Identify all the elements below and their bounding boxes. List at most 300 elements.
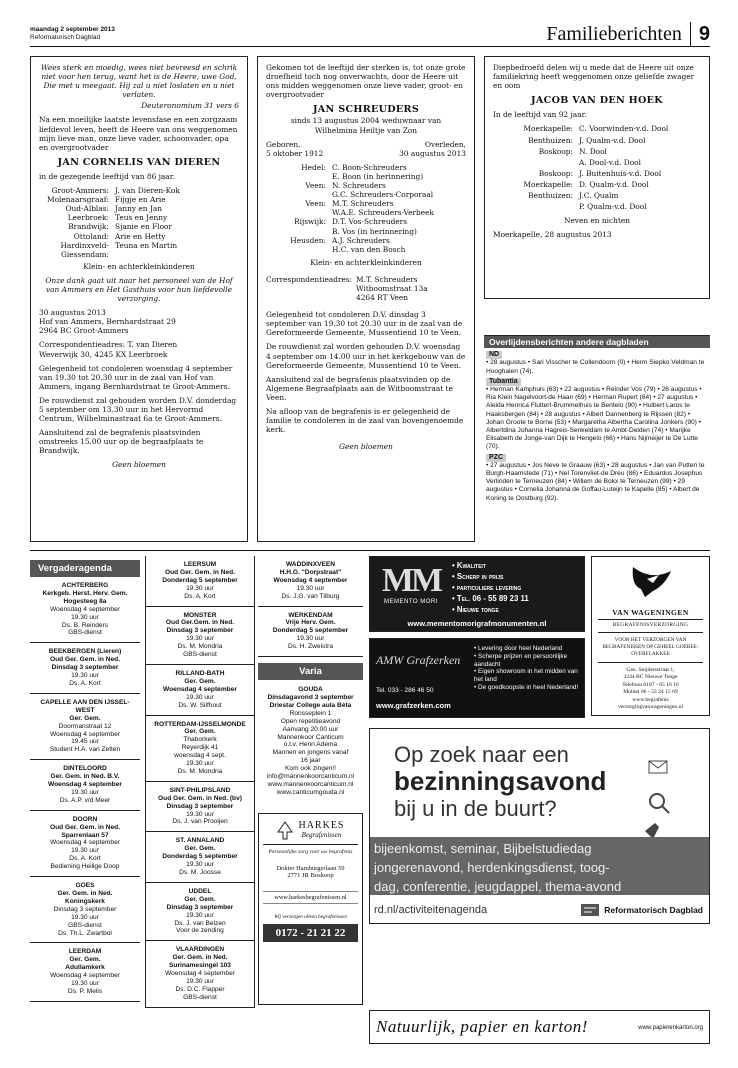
gz-bullet <box>474 684 580 692</box>
address-line: Hof van Ammers, Bernhardstraat 29 <box>39 317 176 327</box>
family-list <box>39 186 239 259</box>
no-flowers: Geen bloemen <box>339 442 393 452</box>
agenda-place: CAPELLE AAN DEN IJSSEL-WEST <box>40 698 130 714</box>
family-member-names: B. Vos (in herinnering) <box>332 226 417 236</box>
bullet-icon: • <box>452 594 457 603</box>
agenda-column-1 <box>30 560 140 1002</box>
family-member-names: D. Qualm-v.d. Dool <box>579 179 649 189</box>
vw-description: VOOR HET VERZORGEN VAN BEGRAFENISSEN OP GEHEEL GOEREE-OVERFLAKKEE <box>602 637 699 657</box>
agenda-church: Adullamkerk <box>65 964 105 972</box>
agenda-item <box>146 941 254 1007</box>
family-member-names: C. Voorwinden-v.d. Dool <box>579 124 669 134</box>
paper-name: Reformatorisch Dagblad <box>30 34 101 41</box>
agenda-detail: Woensdag 4 september <box>50 730 120 738</box>
agenda-detail: 19.30 uur <box>71 980 99 988</box>
mm-bullet <box>452 593 529 604</box>
agenda-church: Dinsdag 3 september <box>166 802 234 810</box>
agenda-church: Ger. Gem. <box>69 714 101 722</box>
agenda-detail: 19.30 uur <box>186 760 214 768</box>
family-member-names: D.T. Vos-Schreuders <box>332 217 408 227</box>
varia-detail: Mannen en jongens vanaf <box>272 749 349 757</box>
mm-logo-subtitle: MEMENTO MORI <box>384 599 438 605</box>
section-title: Familieberichten <box>546 22 682 45</box>
agenda-detail: GBS-dienst <box>68 921 102 929</box>
papier-karton-ad <box>369 1010 710 1044</box>
service-info: De rouwdienst zal worden gehouden D.V. woensdag 4 september om 14.00 uur in het kerkgebouw van de Gereformeerde Gemeente, Mussentiend 10 te Veen. <box>266 342 466 370</box>
family-relation-place: Benthuizen: <box>528 135 573 145</box>
spouse-name: Wilhelmina Heiltje van Zon <box>314 125 418 135</box>
varia-detail: Kom ook zingen!! <box>285 765 336 773</box>
agenda-place: UDDEL <box>188 887 212 895</box>
family-member-names: H.C. van den Bosch <box>332 244 406 254</box>
agenda-church: Sparrenlaan 57 <box>61 831 109 839</box>
varia-detail: Ronsseplein 1 <box>289 709 332 717</box>
paper-url[interactable]: www.papierenkarton.org <box>638 1025 703 1031</box>
agenda-detail: Ds. J. van Prooijen <box>172 818 228 826</box>
family-list <box>493 124 701 211</box>
mm-bullet <box>452 571 529 582</box>
family-member-names: J. Qualm-v.d. Dool <box>579 135 646 145</box>
vw-contact-line: verzorgingvanwageningen.nl <box>618 704 683 711</box>
agenda-place: DINTELOORD <box>63 765 107 773</box>
van-wageningen-ad <box>591 556 710 716</box>
mm-bullet <box>452 560 529 571</box>
agenda-detail: 19.30 uur <box>71 672 99 680</box>
family-member-names: A. Dool-v.d. Dool <box>579 157 641 167</box>
agenda-item <box>258 556 363 607</box>
family-member-names: Teus en Jenny <box>115 213 168 223</box>
agenda-list <box>30 577 140 1002</box>
agenda-church: Donderdag 5 september <box>162 853 238 861</box>
notice-intro: Diepbedroefd delen wij u mede dat de Heere uit onze familiekring heeft weggenomen onze geliefde zwager en oom <box>493 63 695 91</box>
agenda-title: Vergaderagenda <box>30 560 140 577</box>
family-member-names: Janny en Jan <box>115 204 163 214</box>
agenda-detail: 19.30 uur <box>186 635 214 643</box>
harkes-ad <box>258 813 363 1005</box>
agenda-detail: Ds. M. Joosse <box>179 869 221 876</box>
agenda-item <box>258 607 363 658</box>
agenda-detail: Voor de zending <box>176 927 224 935</box>
agenda-church: Ger. Gem. <box>184 677 216 685</box>
correspondence-line: Correspondentieadres: T. van Dieren <box>39 340 178 350</box>
vw-contact-line: Gen. Snijdersstraat 1, <box>626 667 675 673</box>
agenda-item <box>30 577 140 643</box>
family-member-names: J. Buitenhuis-v.d. Dool <box>579 168 662 178</box>
agenda-detail: 19.30 uur <box>71 913 99 921</box>
agenda-church: Hogesteeg 8a <box>63 597 107 605</box>
obituary-list: • 27 augustus • Jos Neve te Graauw (63) • 28 augustus • Jan van Putten te Burgh-Haamstede (71) • Nel Torenvliet-de Dreu (86) • Eduardus Josephus Verlinden te Terneuzen (84) • Willem de Bokx te Terneuzen (99) • 29 augustus • Cornelia Johanna de Goffau-Luteijn te Kapelle (85) • Albert de Koning te Oostburg (92). <box>486 461 705 502</box>
condolence-info: Gelegenheid tot condoleren D.V. dinsdag 3 september van 19.30 tot 20.30 uur in de zaal van de Gereformeerde Gemeente, Mussentiend 10 te Veen. <box>266 310 463 338</box>
agenda-detail: Thaborkerk <box>183 736 217 744</box>
mm-bullet <box>452 582 529 593</box>
family-member-names: W.A.E. Schreuders-Verbeek <box>332 208 434 218</box>
vw-contact-line: Mobiel 06 - 53 24 15 69 <box>623 689 678 696</box>
agenda-church: Oud Ger. Gem. in Ned. <box>50 656 120 664</box>
agenda-place: WERKENDAM <box>288 611 333 619</box>
family-relation-place: Rijswijk: <box>294 217 326 227</box>
mm-bullet-text: particuliere levering <box>456 583 522 592</box>
agenda-detail: Doormanstraat 12 <box>58 722 112 730</box>
grandchildren: Klein- en achterkleinkinderen <box>83 261 195 271</box>
vw-contact-line: 3244 BC Nieuwe Tonge <box>623 674 678 681</box>
deceased-name: JAN CORNELIS VAN DIEREN <box>57 156 221 168</box>
agenda-item <box>30 643 140 694</box>
region-label: PZC <box>486 454 506 462</box>
agenda-detail: Ds. J.G. van Tilburg <box>281 592 340 600</box>
agenda-column-3 <box>258 556 363 1005</box>
agenda-church: Kerkgeb. Herst. Herv. Gem. <box>42 589 128 597</box>
family-relation-place: Boskoop: <box>538 146 573 156</box>
grandchildren: Klein- en achterkleinkinderen <box>310 257 422 267</box>
agenda-item <box>146 556 254 607</box>
agenda-detail: Ds. A. Kort <box>69 855 101 863</box>
varia-detail: www.canticumgouda.nl <box>276 788 345 796</box>
bullet-icon: • <box>474 645 479 652</box>
agenda-item <box>30 811 140 877</box>
vw-contact-line: Telefoon 0187 - 65 16 16 <box>622 681 679 688</box>
agenda-detail: Woensdag 4 september <box>50 839 120 847</box>
agenda-item <box>146 883 254 941</box>
agenda-church: Dinsdag 3 september <box>166 903 234 911</box>
obituaries-other-papers <box>484 335 710 541</box>
mm-bullet-text: Scherp in prijs <box>456 572 504 581</box>
grafzerken-phone: Tel. 033 - 286 46 50 <box>376 687 434 694</box>
agenda-church: Dinsdag 3 september <box>166 627 234 635</box>
family-relation-place: Moerkapelle: <box>523 179 573 189</box>
harkes-name: HARKES <box>298 820 345 832</box>
harkes-subtitle: Begrafenissen <box>301 831 342 840</box>
bez-keywords: bijeenkomst, seminar, Bijbelstudiedag <box>374 841 592 856</box>
family-relation-place <box>266 208 326 217</box>
family-relation-place: Hardinxveld-Giessendam: <box>60 240 109 259</box>
agenda-church: Woensdag 4 september <box>48 781 122 789</box>
agenda-detail: Woensdag 4 september <box>165 970 235 978</box>
gz-bullet <box>474 645 580 653</box>
family-member-names: Sjanie en Floor <box>115 222 173 232</box>
burial-info: Aansluitend zal de begrafenis plaatsvinden omstreeks 15.00 uur op de begraafplaats te Brandwijk. <box>39 428 204 456</box>
deceased-name: JACOB VAN DEN HOEK <box>531 95 663 107</box>
paper-slogan: Natuurlijk, papier en karton! <box>376 1017 588 1036</box>
agenda-detail: 19.45 uur <box>71 738 99 746</box>
agenda-place: RILLAND-BATH <box>175 669 225 677</box>
agenda-detail: 19.30 uur <box>186 693 214 701</box>
death-notice-van-dieren <box>30 56 248 542</box>
rd-brand: Reformatorisch Dagblad <box>604 905 703 915</box>
agenda-place: ACHTERBERG <box>61 582 109 589</box>
family-member-names: G.C. Schreuders-Corporaal <box>332 190 434 200</box>
agenda-item <box>146 665 254 716</box>
agenda-item <box>30 943 140 1001</box>
rd-logo-icon <box>580 902 600 918</box>
agenda-detail: Reyerdijk 41 <box>181 744 219 752</box>
agenda-place: LEERSUM <box>183 561 217 568</box>
born-date: 5 oktober 1912 <box>266 148 324 158</box>
obituary-list: • Herman Kamphuis (63) • 22 augustus • Reinder Vos (79) • 26 augustus • Ria Klein Nagelvoort-de Haan (69) • Herman Rupert (84) • 27 augustus • Aleida Henrica Fluttert-Brummelhuis te Bentelo (90) • Hulbert Laros te Haaksbergen (84) • 28 augustus • Albert Dannenberg te Rijssen (82) • Johan Groote te Borne (53) • Margaretha Albertha Carolina Jonkers (90) • Albertdina Johanna Hagreis-Senkeldam te Ambt-Delden (74) • Marijke Elisabeth de Jonge-van Dijk te Hengelo (66) • Hans Nijmeijer te De Lutte (70). <box>486 386 702 451</box>
burial-info: Aansluitend zal de begrafenis plaatsvinden op de Algemene Begraafplaats aan de Witboomstraat te Veen. <box>266 374 453 402</box>
family-relation-place: Molenaarsgraaf: <box>47 195 109 205</box>
agenda-item <box>146 832 254 883</box>
no-flowers: Geen bloemen <box>112 460 166 470</box>
family-relation-place: Leerbroek: <box>67 213 109 223</box>
agenda-church: Koningskerk <box>65 897 105 905</box>
tree-icon <box>276 820 294 840</box>
varia-line: Driestar College aula Bèta <box>269 701 352 709</box>
agenda-detail: 19.30 uur <box>186 810 214 818</box>
notice-intro: Gekomen tot de leeftijd der sterken is, tot onze grote droefheid toch nog onverwachts, door de Heere uit ons midden weggenomen onze lieve vader, groot- en overgrootvader <box>266 63 466 100</box>
family-relation-place: Hedel: <box>301 162 326 172</box>
harkes-address: Dokter Hamburgerlaan 59 <box>276 864 345 872</box>
family-relation-place: Boskoop: <box>538 168 573 178</box>
family-member-names: A.J. Schreuders <box>332 235 390 245</box>
family-member-names: N. Schreuders <box>332 181 386 191</box>
section-header <box>546 22 710 46</box>
correspondence-line: M.T. Schreuders <box>356 274 418 284</box>
grafzerken-ad <box>369 638 585 718</box>
condolence-info: Gelegenheid tot condoleren woensdag 4 september van 19.30 tot 20.30 uur in de zaal van Hof van Ammers, ingang Bernhardstraat te Groot-Ammers. <box>39 363 233 391</box>
varia-item <box>258 680 363 803</box>
varia-detail: Mannenkoor Canticum <box>277 733 344 741</box>
bullet-icon: • <box>474 668 479 676</box>
bez-line-2: bezinningsavond <box>394 766 607 796</box>
agenda-detail: Ds. A. Kort <box>184 592 216 600</box>
gz-bullet <box>474 653 580 669</box>
notice-intro: Na een moeilijke laatste levensfase en een zorgzaam liefdevol leven, heeft de Heere van ons weggenomen mijn lieve man, onze lieve vader, schoonvader, opa en overgrootvader <box>39 115 238 152</box>
page-number: 9 <box>698 22 710 45</box>
agenda-place: DOORN <box>72 815 98 823</box>
agenda-item <box>146 607 254 665</box>
harkes-address: 2771 JR Boskoop <box>287 871 334 879</box>
gz-bullet-text: Scherpe prijzen en persoonlijke aandacht <box>474 652 568 668</box>
agenda-detail: 19.30 uur <box>186 861 214 869</box>
deceased-age: in de gezegende leeftijd van 86 jaar. <box>39 171 175 181</box>
family-relation-place <box>493 158 573 167</box>
agenda-place: WADDINXVEEN <box>285 561 336 568</box>
family-list <box>266 163 466 254</box>
family-relation-place: Brandwijk: <box>68 222 109 232</box>
family-relation-place: Veen: <box>305 199 326 209</box>
agenda-church: Ger. Gem. in Ned. <box>172 954 228 962</box>
agenda-church: Oud Ger.Gem. in Ned. <box>165 619 235 627</box>
agenda-detail: Ds. M. Mondria <box>177 643 223 651</box>
agenda-detail: 19.30 uur <box>296 635 325 643</box>
dove-icon <box>593 561 708 601</box>
agenda-detail: Woensdag 4 september <box>50 605 120 613</box>
born-label: Geboren, <box>266 139 301 149</box>
agenda-detail: Ds. W. Silfhout <box>178 701 222 709</box>
agenda-list <box>146 556 254 1008</box>
memento-mori-ad <box>369 556 585 632</box>
header-rule <box>30 46 710 47</box>
agenda-detail: Ds. P. Melis <box>67 987 103 995</box>
agenda-church: Donderdag 5 september <box>162 576 238 584</box>
agenda-church: Vrije Herv. Gem. <box>285 619 336 627</box>
gz-bullet <box>474 668 580 684</box>
address-block <box>39 308 239 335</box>
agenda-church: Woensdag 4 september <box>163 685 237 693</box>
agenda-detail: Ds. M. Mondria <box>177 767 223 775</box>
agenda-detail: Ds. D.C. Flapper <box>175 985 225 993</box>
bullet-icon: • <box>452 561 457 570</box>
deceased-age: In de leeftijd van 92 jaar. <box>493 110 587 120</box>
section-rule <box>30 550 710 551</box>
varia-title: Varia <box>258 663 363 680</box>
grafzerken-website[interactable]: www.grafzerken.com <box>376 701 451 710</box>
correspondence-block <box>39 340 239 358</box>
family-member-names: Fijgje en Arie <box>115 195 166 205</box>
correspondence-line: Weverwijk 30, 4245 KX Leerbroek <box>39 349 168 359</box>
agenda-place: BEEKBERGEN (Lieren) <box>48 648 122 656</box>
gz-bullet-text: Levering door heel Nederland <box>478 645 563 652</box>
varia-detail: 16 jaar <box>300 757 321 765</box>
agenda-detail: 19.30 uur <box>186 584 214 592</box>
agenda-detail: Ds. A. Kort <box>69 679 101 687</box>
death-notice-van-den-hoek <box>484 56 710 299</box>
varia-detail: o.l.v. Henri Adema <box>283 741 338 749</box>
region-label: Tubantia <box>486 378 521 386</box>
harkes-note: Wij verzorgen alleen begrafenissen <box>274 913 347 920</box>
vw-contact-line: www.begrafenis <box>632 696 669 703</box>
family-member-names: J.C. Qualm <box>579 191 619 201</box>
agenda-place: GOES <box>75 882 95 890</box>
agenda-detail: Dinsdag 3 september <box>53 905 117 913</box>
agenda-place: LEERDAM <box>68 948 102 956</box>
family-member-names: Arie en Hetty <box>115 231 166 241</box>
agenda-detail: GBS-dienst <box>68 629 102 637</box>
family-member-names: C. Boon-Schreuders <box>332 162 407 172</box>
agenda-place: SINT-PHILIPSLAND <box>169 786 231 794</box>
correspondence-line: Witboomstraat 13a <box>356 283 428 293</box>
envelope-pin-icons <box>627 757 687 847</box>
nephews-nieces: Neven en nichten <box>563 216 631 226</box>
bible-verse: Wees sterk en moedig, wees niet bevreesd en schrik niet voor hen terug, want het is de Heere, uwe God, Die met u meegaat. Hij zal u niet loslaten en u niet verlaten. <box>40 63 238 100</box>
agenda-church: Ger. Gem. in Ned. <box>57 890 113 897</box>
agenda-detail: 19.30 uur <box>71 847 99 855</box>
family-relation-place <box>266 190 326 199</box>
harkes-tagline: Persoonlijke zorg voor uw begrafenis <box>268 848 353 855</box>
notice-place-date: Moerkapelle, 28 augustus 2013 <box>493 230 612 240</box>
gz-bullet-text: Eigen showroom in het midden van het land <box>474 668 578 684</box>
agenda-church: Oud Ger. Gem. in Ned. <box>50 823 120 831</box>
agenda-detail: Student H.A. van Zetten <box>49 746 121 754</box>
agenda-item <box>30 760 140 811</box>
family-relation-place <box>266 227 326 236</box>
agenda-column-2 <box>145 556 255 1008</box>
bullet-icon: • <box>474 683 479 691</box>
masthead <box>30 26 115 42</box>
deceased-name: JAN SCHREUDERS <box>312 104 420 116</box>
agenda-place: ROTTERDAM-IJSSELMONDE <box>154 720 246 728</box>
mm-website[interactable]: www.mementomorigrafmonumenten.nl <box>407 619 547 628</box>
widower-line: sinds 13 augustus 2004 weduwnaar van <box>290 116 442 126</box>
agenda-church: Surinamesingel 103 <box>169 962 231 970</box>
agenda-detail: GBS-dienst <box>183 993 217 1001</box>
thanks-note: Onze dank gaat uit naar het personeel van de Hof van Ammers en Het Gasthuis voor hun liefdevolle verzorging. <box>45 275 233 304</box>
agenda-detail: Ds. A.P. v/d Meer <box>59 796 111 804</box>
agenda-detail: woensdag 4 sept. <box>174 752 226 760</box>
vw-subtitle: BEGRAFENISVERZORGING <box>612 622 689 628</box>
agenda-item <box>30 877 140 943</box>
varia-detail: info@mannenkoorcanticum.nl <box>266 773 355 781</box>
agenda-detail: Ds. H. Zweistra <box>287 643 334 651</box>
agenda-detail: Ds. Th.L. Zwartbol <box>58 929 112 937</box>
service-info: De rouwdienst zal gehouden worden D.V. donderdag 5 september om 13.30 uur in het Hervormd Centrum, Wilhelminastraat 6a te Groot-Ammers. <box>39 395 237 424</box>
agenda-item <box>146 716 254 782</box>
obituaries-title: Overlijdensberichten andere dagbladen <box>484 336 710 348</box>
mm-bullet-text: Kwaliteit <box>456 561 486 570</box>
family-relation-place: Ottoland: <box>73 231 109 241</box>
verse-reference: Deuteronomium 31 vers 6 <box>141 101 239 111</box>
family-member-names: J. van Dieren-Kok <box>115 186 180 196</box>
varia-detail: Aanvang 20.00 uur <box>282 725 339 733</box>
address-date: 30 augustus 2013 <box>39 308 106 318</box>
bez-url[interactable]: rd.nl/activiteitenagenda <box>374 904 488 916</box>
family-relation-place: Oud-Alblas: <box>65 204 109 214</box>
harkes-website[interactable]: www.harkesbegrafenissen.nl <box>263 891 358 904</box>
died-label: Overleden, <box>424 139 466 149</box>
agenda-place: MONSTER <box>183 611 217 619</box>
agenda-detail: 19.30 uur <box>186 977 214 985</box>
issue-date: maandag 2 september 2013 <box>30 26 115 33</box>
mm-logo: MM <box>381 562 441 599</box>
agenda-item <box>30 694 140 760</box>
agenda-detail: Woensdag 4 september <box>50 972 120 980</box>
address-line: 2964 BC Groot-Ammers <box>39 326 129 336</box>
family-member-names: N. Dool <box>579 146 607 156</box>
family-relation-place: Moerkapelle: <box>523 124 573 134</box>
varia-place: GOUDA <box>298 686 323 694</box>
mm-bullet-text: Nieuwe tonge <box>456 605 499 614</box>
varia-detail: Open repetitieavond <box>280 717 341 725</box>
varia-detail: www.mannenkoorcanticum.nl <box>267 780 354 788</box>
bullet-icon: • <box>452 583 457 592</box>
family-member-names: Teuna en Martin <box>115 240 178 250</box>
family-member-names: E. Boon (in herinnering) <box>332 171 424 181</box>
family-relation-place <box>266 172 326 181</box>
dates-row <box>266 140 466 158</box>
agenda-church: Oud Ger. Gem. in Ned. <box>165 568 235 576</box>
agenda-church: H.H.G. "Dorpstraat" <box>279 568 342 576</box>
correspondence-line: 4264 RT Veen <box>356 293 409 303</box>
family-relation-place: Veen: <box>305 181 326 191</box>
agenda-place: ST. ANNALAND <box>175 837 225 845</box>
region-label: ND <box>486 351 502 359</box>
agenda-list <box>258 556 363 657</box>
mm-bullet <box>452 604 529 615</box>
bullet-icon: • <box>474 652 479 660</box>
family-relation-place: Groot-Ammers: <box>51 186 109 196</box>
agenda-detail: 19.30 uur <box>296 584 325 592</box>
bullet-icon: • <box>452 605 457 614</box>
family-condolence-info: Na afloop van de begrafenis is er gelegenheid de familie te condoleren in de zaal van bovengenoemde kerk. <box>266 407 464 435</box>
bez-line-1: Op zoek naar een <box>394 742 569 767</box>
agenda-church: Oud Ger. Gem. in Ned. (bv) <box>158 794 242 802</box>
agenda-item <box>146 782 254 833</box>
agenda-detail: 19.30 uur <box>186 911 214 919</box>
bez-keywords: dag, conferentie, jeugdappel, thema-avond <box>374 879 622 894</box>
agenda-place: VLAARDINGEN <box>175 946 225 954</box>
bez-keywords: jongerenavond, herdenkingsdienst, toog- <box>374 860 610 875</box>
agenda-church: Ger. Gem. <box>184 895 216 903</box>
agenda-detail: Bediening Heilige Doop <box>50 863 120 871</box>
grafzerken-logo: AMW Grafzerken <box>376 653 461 667</box>
obituary-list: • 28 augustus • Sari Visscher te Collendoorn (0) • Herm Siepko Veldman te Hooghalen (74). <box>486 359 705 375</box>
agenda-detail: Ds. J. van Belzen <box>174 919 226 927</box>
family-relation-place <box>266 245 326 254</box>
agenda-detail: 19.30 uur <box>71 788 99 796</box>
agenda-detail: 19.30 uur <box>71 613 99 621</box>
family-relation-place <box>493 202 573 211</box>
bezinningsavond-ad <box>369 728 710 924</box>
